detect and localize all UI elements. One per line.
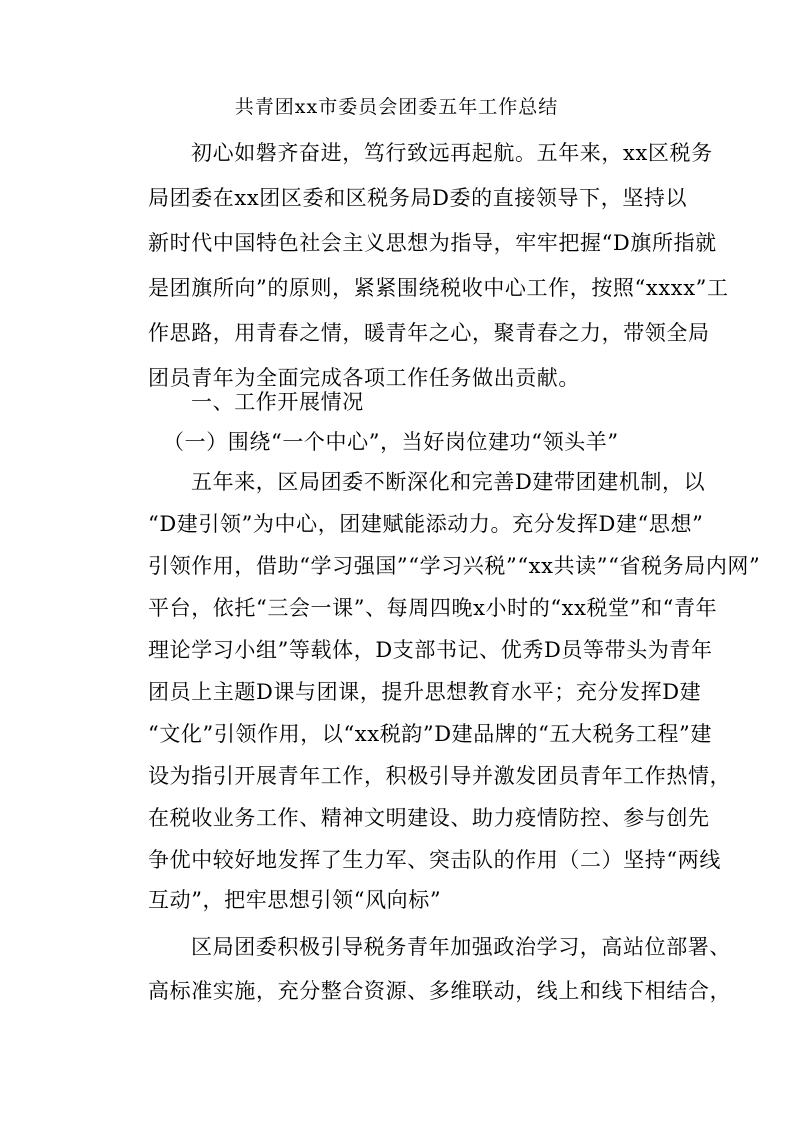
paragraph-line: 局团委在xx团区委和区税务局D委的直接领导下，坚持以 [148, 186, 688, 210]
paragraph-line: 引领作用，借助“学习强国”“学习兴税”“xx共读”“省税务局内网” [148, 554, 761, 578]
paragraph-line: “文化”引领作用，以“xx税韵”D建品牌的“五大税务工程”建 [148, 722, 712, 746]
paragraph-line: 理论学习小组”等载体，D支部书记、优秀D员等带头为青年 [148, 638, 713, 662]
paragraph-line: 五年来，区局团委不断深化和完善D建带团建机制，以 [191, 470, 706, 494]
paragraph-line: 互动”，把牢思想引领“风向标” [148, 888, 442, 912]
paragraph-line: 设为指引开展青年工作，积极引导并激发团员青年工作热情， [148, 764, 732, 788]
paragraph-line: 在税收业务工作、精神文明建设、助力疫情防控、参与创先 [148, 806, 710, 830]
section-heading: 一、工作开展情况 [191, 390, 364, 414]
paragraph-line: 团员上主题D课与团课，提升思想教育水平；充分发挥D建 [148, 680, 702, 704]
paragraph-line: 团员青年为全面完成各项工作任务做出贡献。 [148, 366, 580, 390]
paragraph-line: 平台，依托“三会一课”、每周四晚x小时的“xx税堂”和“青年 [148, 596, 718, 620]
paragraph-line: 是团旗所向”的原则，紧紧围绕税收中心工作，按照“xxxx”工 [148, 276, 729, 300]
paragraph-line: 初心如磐齐奋进，笃行致远再起航。五年来，xx区税务 [191, 141, 713, 165]
subsection-heading: （一）围绕“一个中心”，当好岗位建功“领头羊” [163, 430, 619, 454]
document-title: 共青团xx市委员会团委五年工作总结 [234, 96, 559, 118]
paragraph-line: 高标准实施，充分整合资源、多维联动，线上和线下相结合， [148, 979, 732, 1003]
paragraph-line: 争优中较好地发挥了生力军、突击队的作用（二）坚持“两线 [148, 848, 721, 872]
paragraph-line: 区局团委积极引导税务青年加强政治学习，高站位部署、 [191, 935, 731, 959]
paragraph-line: 新时代中国特色社会主义思想为指导，牢牢把握“D旗所指就 [148, 231, 717, 255]
paragraph-line: “D建引领”为中心，团建赋能添动力。充分发挥D建“思想” [148, 512, 704, 536]
paragraph-line: 作思路，用青春之情，暖青年之心，聚青春之力，带领全局 [148, 321, 710, 345]
